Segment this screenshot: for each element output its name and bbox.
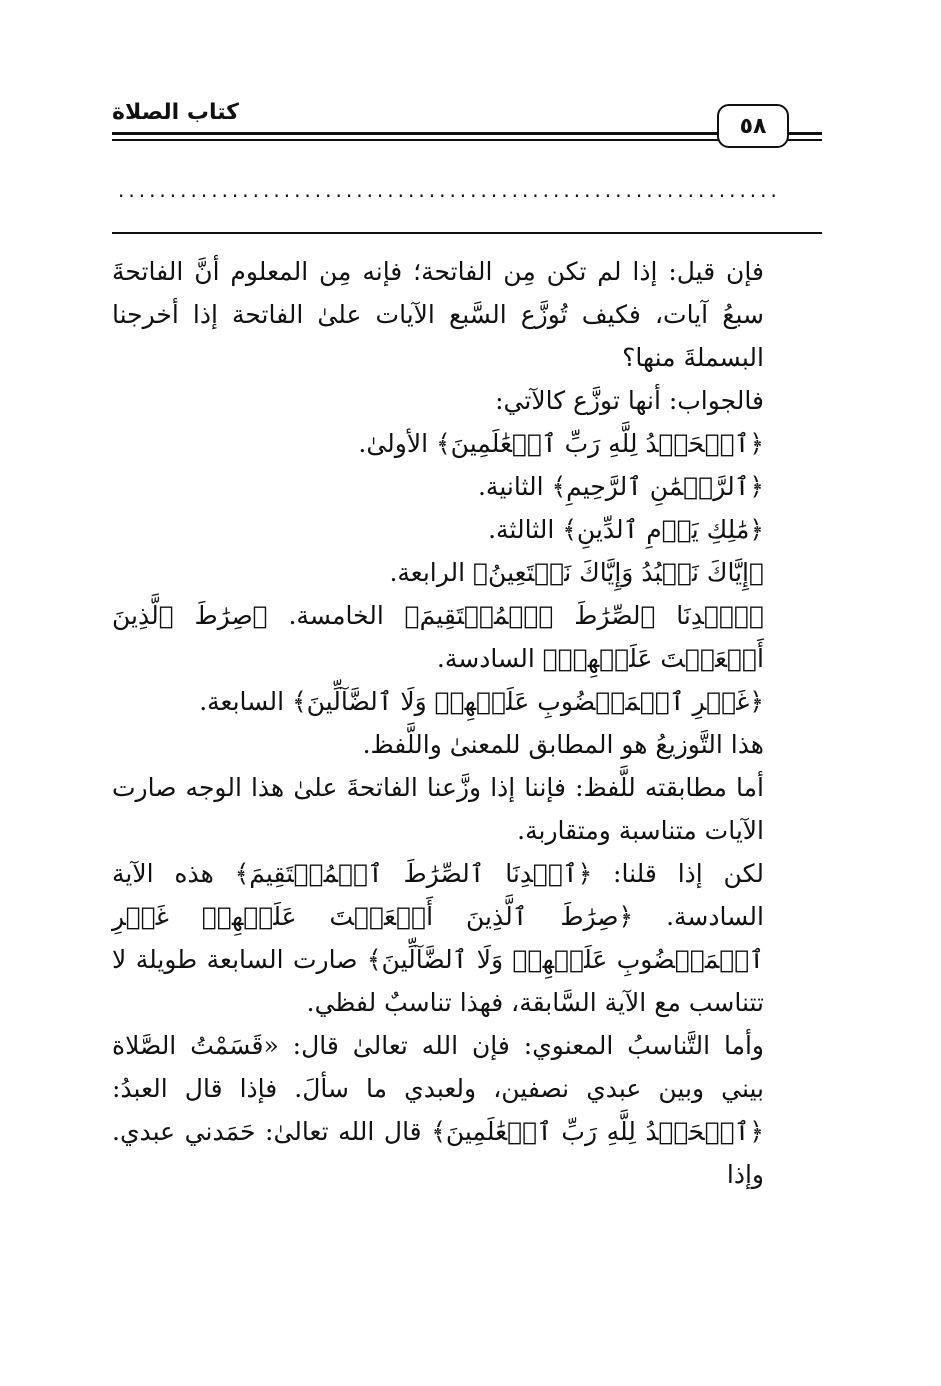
book-title: كتاب الصلاة <box>112 100 239 125</box>
header-rule-thick <box>112 132 822 135</box>
verse-line-3: ﴿مَٰلِكِ يَوۡمِ ٱلدِّينِ﴾ الثالثة. <box>488 515 764 544</box>
paragraph-answer: فالجواب: أنها توزَّع كالآتي: <box>495 386 764 415</box>
page-number: ٥٨ <box>717 104 789 148</box>
verse-line-5-6: ﴿ٱهۡدِنَا ٱلصِّرَٰطَ ٱلۡمُسۡتَقِيمَ﴾ الخامسة. ﴿صِرَٰطَ ٱلَّذِينَ أَنۡعَمۡتَ عَلَيۡهِمۡ﴾ السادسة. <box>112 601 764 673</box>
header-rule-thin <box>112 139 822 141</box>
paragraph-alternative: لكن إذا قلنا: ﴿ٱهۡدِنَا ٱلصِّرَٰطَ ٱلۡمُسۡتَقِيمَ﴾ هذه الآية السادسة. ﴿صِرَٰطَ ٱلَّذِينَ أَنۡعَمۡتَ عَلَيۡهِمۡ غَيۡرِ ٱلۡمَغۡضُوبِ عَلَيۡهِمۡ وَلَا ٱلضَّآلِّينَ﴾ صارت السابعة طويلة لا تتناسب مع الآية السَّابقة، فهذا تناسبٌ لفظي. <box>112 859 764 1017</box>
verse-line-4: ﴿إِيَّاكَ نَعۡبُدُ وَإِيَّاكَ نَسۡتَعِينُ﴾ الرابعة. <box>389 558 764 587</box>
body-text <box>112 250 822 1196</box>
page-header <box>112 96 822 158</box>
verse-line-7: ﴿غَيۡرِ ٱلۡمَغۡضُوبِ عَلَيۡهِمۡ وَلَا ٱلضَّآلِّينَ﴾ السابعة. <box>199 687 764 716</box>
paragraph-meaning-match: وأما التَّناسبُ المعنوي: فإن الله تعالىٰ قال: «قَسَمْتُ الصَّلاة بيني وبين عبدي نصفين، ولعبدي ما سألَ. فإذا قال العبدُ: ﴿ٱلۡحَمۡدُ لِلَّهِ رَبِّ ٱلۡعَٰلَمِينَ﴾ قال الله تعالىٰ: حَمَدني عبدي. وإذا <box>112 1031 764 1189</box>
paragraph-question: فإن قيل: إذا لم تكن مِن الفاتحة؛ فإنه مِن المعلوم أنَّ الفاتحةَ سبعُ آيات، فكيف تُوزَّع السَّبع الآيات علىٰ الفاتحة إذا أخرجنا البسملةَ منها؟ <box>112 257 764 372</box>
verse-line-1: ﴿ٱلۡحَمۡدُ لِلَّهِ رَبِّ ٱلۡعَٰلَمِينَ﴾ الأولىٰ. <box>358 429 764 458</box>
verse-line-2: ﴿ٱلرَّحۡمَٰنِ ٱلرَّحِيمِ﴾ الثانية. <box>477 472 764 501</box>
paragraph-distribution: هذا التَّوزيعُ هو المطابق للمعنىٰ واللَّفظ. <box>362 730 764 759</box>
paragraph-verbal-match: أما مطابقته للَّفظ: فإننا إذا وزَّعنا الفاتحةَ علىٰ هذا الوجه صارت الآيات متناسبة ومتقاربة. <box>112 773 764 845</box>
separator-rule <box>112 232 822 234</box>
dotted-separator: ................................................................ <box>118 178 781 202</box>
